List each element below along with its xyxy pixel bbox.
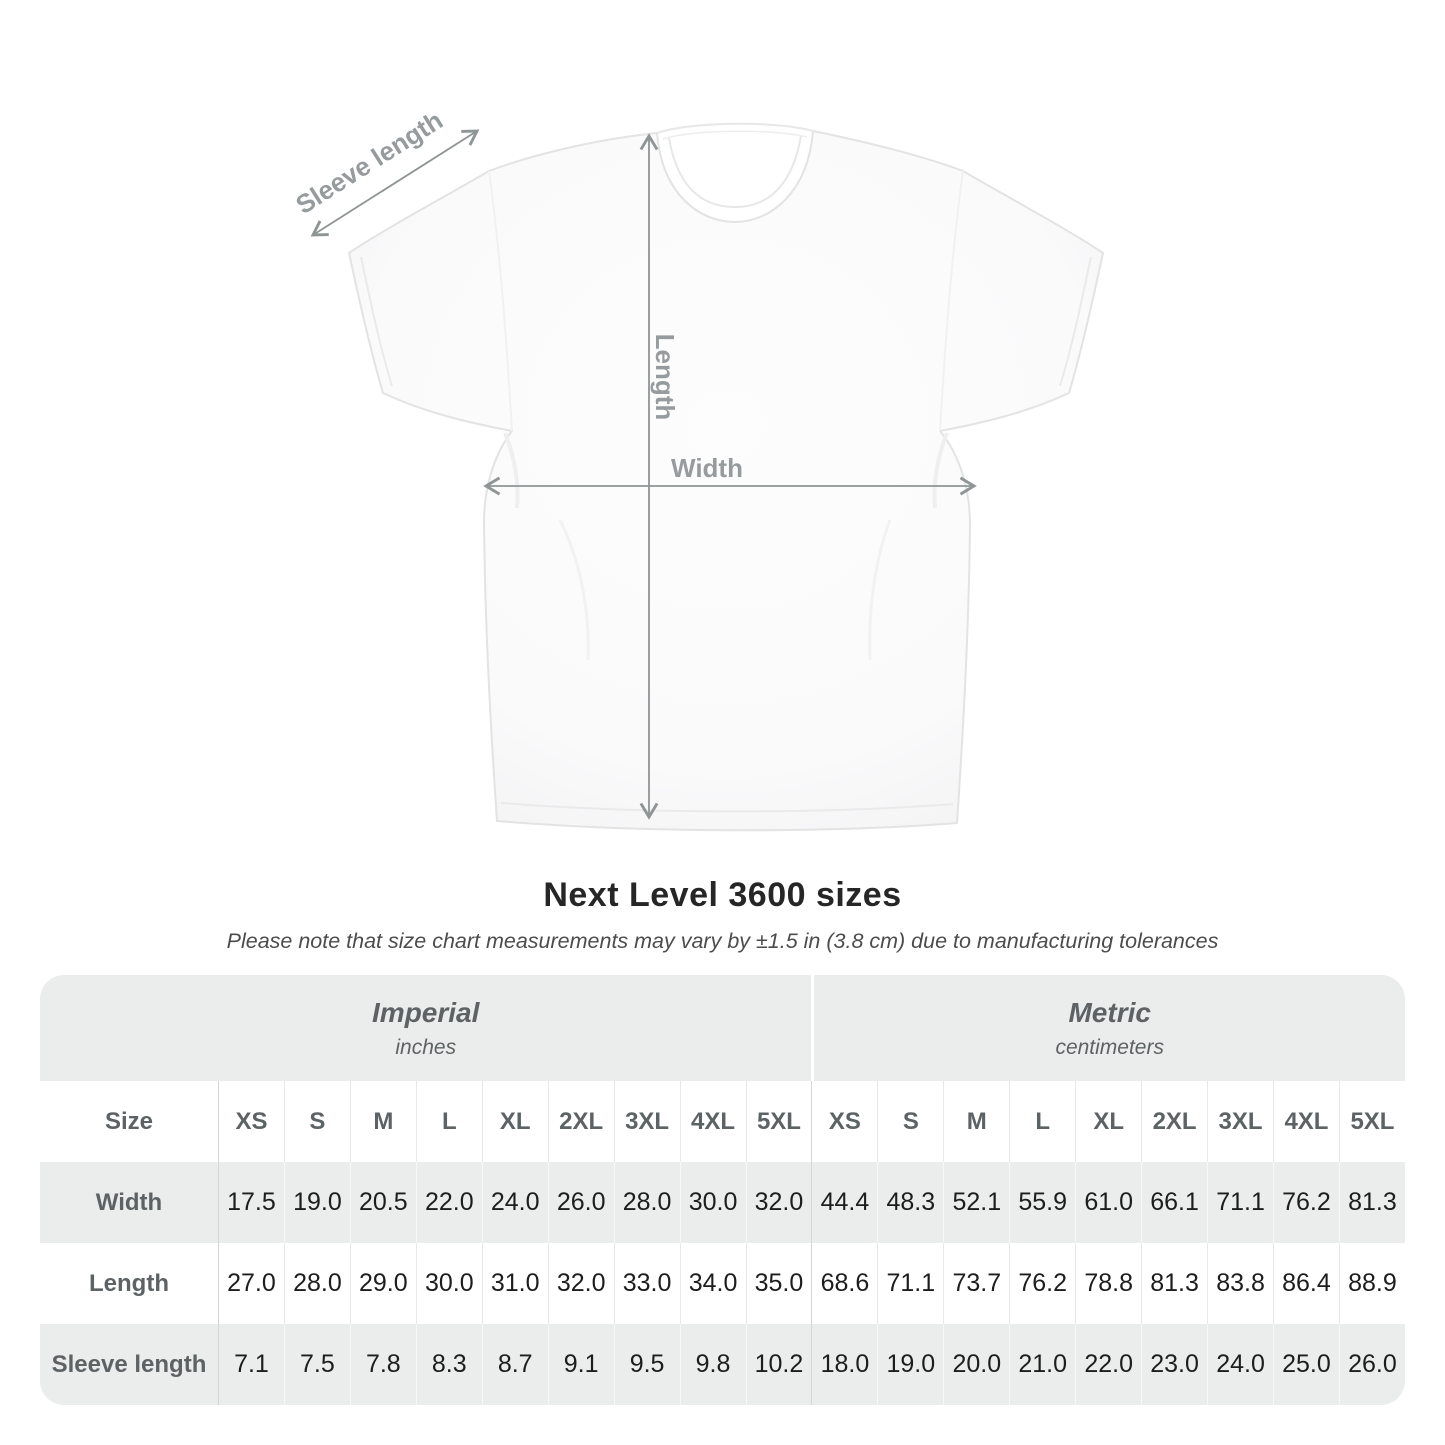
value-cell: 66.1: [1141, 1162, 1207, 1243]
size-column-header: Size: [40, 1081, 218, 1162]
value-cell: 18.0: [811, 1324, 877, 1405]
value-cell: 44.4: [811, 1162, 877, 1243]
value-cell: 19.0: [284, 1162, 350, 1243]
row-label: Width: [40, 1162, 218, 1243]
value-cell: 7.5: [284, 1324, 350, 1405]
value-cell: 23.0: [1141, 1324, 1207, 1405]
value-cell: 22.0: [1075, 1324, 1141, 1405]
value-cell: 81.3: [1141, 1243, 1207, 1324]
value-cell: 28.0: [284, 1243, 350, 1324]
value-cell: 26.0: [548, 1162, 614, 1243]
value-cell: 20.5: [350, 1162, 416, 1243]
imperial-group-unit: inches: [395, 1035, 457, 1059]
value-cell: 7.1: [218, 1324, 284, 1405]
value-cell: 19.0: [877, 1324, 943, 1405]
value-cell: 71.1: [877, 1243, 943, 1324]
length-label: Length: [650, 333, 680, 421]
size-cell: L: [1009, 1081, 1075, 1162]
metric-group-title: Metric: [1068, 996, 1151, 1028]
width-label: Width: [671, 453, 743, 483]
value-cell: 68.6: [811, 1243, 877, 1324]
value-cell: 17.5: [218, 1162, 284, 1243]
size-cell: L: [416, 1081, 482, 1162]
value-cell: 21.0: [1009, 1324, 1075, 1405]
imperial-group-title: Imperial: [372, 996, 480, 1028]
size-table: [40, 975, 1405, 1405]
size-cell: 3XL: [1207, 1081, 1273, 1162]
value-cell: 52.1: [943, 1162, 1009, 1243]
row-label: Length: [40, 1243, 218, 1324]
value-cell: 76.2: [1009, 1243, 1075, 1324]
value-cell: 78.8: [1075, 1243, 1141, 1324]
value-cell: 33.0: [614, 1243, 680, 1324]
value-cell: 34.0: [680, 1243, 746, 1324]
value-cell: 81.3: [1339, 1162, 1405, 1243]
value-cell: 29.0: [350, 1243, 416, 1324]
value-cell: 32.0: [548, 1243, 614, 1324]
size-cell: XS: [218, 1081, 284, 1162]
value-cell: 25.0: [1273, 1324, 1339, 1405]
size-cell: 4XL: [1273, 1081, 1339, 1162]
metric-group-header: [811, 975, 1405, 1081]
value-cell: 61.0: [1075, 1162, 1141, 1243]
width-row: [40, 1162, 1405, 1243]
value-cell: 9.8: [680, 1324, 746, 1405]
size-table-container: [40, 975, 1405, 1405]
value-cell: 55.9: [1009, 1162, 1075, 1243]
size-cell: 2XL: [1141, 1081, 1207, 1162]
size-cell: XL: [482, 1081, 548, 1162]
value-cell: 10.2: [746, 1324, 812, 1405]
value-cell: 31.0: [482, 1243, 548, 1324]
size-cell: XS: [811, 1081, 877, 1162]
metric-group-unit: centimeters: [1055, 1035, 1164, 1059]
value-cell: 30.0: [680, 1162, 746, 1243]
value-cell: 27.0: [218, 1243, 284, 1324]
value-cell: 24.0: [1207, 1324, 1273, 1405]
sleeve-length-label: Sleeve length: [290, 104, 448, 220]
size-cell: S: [284, 1081, 350, 1162]
value-cell: 20.0: [943, 1324, 1009, 1405]
value-cell: 71.1: [1207, 1162, 1273, 1243]
value-cell: 32.0: [746, 1162, 812, 1243]
value-cell: 8.3: [416, 1324, 482, 1405]
value-cell: 76.2: [1273, 1162, 1339, 1243]
value-cell: 28.0: [614, 1162, 680, 1243]
size-cell: 5XL: [1339, 1081, 1405, 1162]
value-cell: 88.9: [1339, 1243, 1405, 1324]
value-cell: 86.4: [1273, 1243, 1339, 1324]
value-cell: 30.0: [416, 1243, 482, 1324]
row-label: Sleeve length: [40, 1324, 218, 1405]
value-cell: 9.5: [614, 1324, 680, 1405]
size-cell: 2XL: [548, 1081, 614, 1162]
value-cell: 9.1: [548, 1324, 614, 1405]
value-cell: 83.8: [1207, 1243, 1273, 1324]
size-cell: 5XL: [746, 1081, 812, 1162]
value-cell: 22.0: [416, 1162, 482, 1243]
value-cell: 73.7: [943, 1243, 1009, 1324]
collar: [669, 136, 801, 207]
tolerance-note: Please note that size chart measurements may vary by ±1.5 in (3.8 cm) due to manufacturing tolerances: [226, 929, 1219, 953]
value-cell: 7.8: [350, 1324, 416, 1405]
imperial-group-header: [40, 975, 811, 1081]
size-cell: M: [350, 1081, 416, 1162]
size-header-row: [40, 1081, 1405, 1162]
value-cell: 48.3: [877, 1162, 943, 1243]
value-cell: 26.0: [1339, 1324, 1405, 1405]
page-title: Next Level 3600 sizes: [543, 876, 902, 914]
size-cell: 3XL: [614, 1081, 680, 1162]
size-cell: XL: [1075, 1081, 1141, 1162]
sleeve-length-row: [40, 1324, 1405, 1405]
value-cell: 24.0: [482, 1162, 548, 1243]
unit-header-row: [40, 975, 1405, 1081]
value-cell: 35.0: [746, 1243, 812, 1324]
size-cell: S: [877, 1081, 943, 1162]
length-row: [40, 1243, 1405, 1324]
size-cell: 4XL: [680, 1081, 746, 1162]
size-cell: M: [943, 1081, 1009, 1162]
value-cell: 8.7: [482, 1324, 548, 1405]
